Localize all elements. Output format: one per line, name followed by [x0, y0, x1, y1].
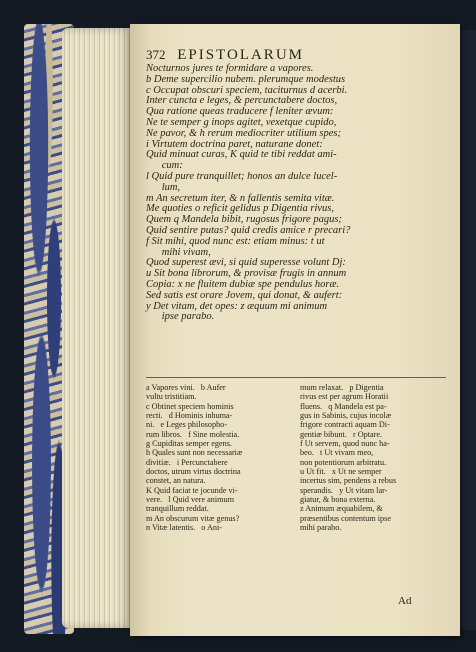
footnote-line: frigore contracti aquam Di-	[300, 420, 390, 430]
book-page	[130, 24, 460, 636]
page-number: 372	[146, 47, 166, 62]
poem-line: m An secretum iter, & n fallentis semita vitæ.	[146, 192, 335, 204]
footnote-line: mum relaxat. p Digentia	[300, 383, 384, 392]
footnotes-left-column	[146, 383, 292, 533]
footnote-line: rivus est per agrum Horatii	[300, 392, 389, 402]
footnote-line: præsentibus contentum ipse	[300, 513, 391, 523]
footnote-line: gentiæ bibunt. r Optare.	[300, 429, 383, 439]
poem-line: b Deme supercilio nubem. plerumque modestus	[146, 73, 346, 85]
footnote-line: f Ut servem, quod nunc ha-	[300, 439, 390, 449]
footnote-line: beo. t Ut vivam meo,	[300, 448, 374, 458]
poem-line: Ne te semper g inops agitet, vexetque cupido,	[146, 116, 337, 128]
poem-line: lum,	[146, 181, 181, 193]
footnote-line: u Ut fit. x Ut ne semper	[300, 467, 382, 477]
poem-line: l Quid pure tranquillet; honos an dulce lucel-	[146, 170, 338, 182]
footnote-line: h Quales sunt non necessariæ	[146, 448, 243, 458]
poem-line: Copia: x ne fluitem dubiæ spe pendulus horæ.	[146, 278, 340, 290]
poem-line: Sed satis est orare Jovem, qui donat, & aufert:	[146, 289, 343, 301]
footnote-line: a Vapores vini. b Aufer	[146, 383, 226, 392]
catchword: Ad	[398, 595, 412, 607]
poem-line: Quid minuat curas, K quid te tibi reddat ami-	[146, 149, 337, 161]
footnote-line: ni. e Leges philosopho-	[146, 420, 227, 430]
poem-line: y Det vitam, det opes: z æquum mi animum	[146, 300, 328, 312]
footnote-line: recti. d Hominis inhuma-	[146, 411, 233, 421]
footnote-line: tranquillum reddat.	[146, 504, 209, 514]
background-strip	[460, 30, 476, 630]
footnote-line: fluens. q Mandela est pa-	[300, 401, 387, 411]
footnote-line: giatur, & bona externa.	[300, 495, 376, 505]
poem-line: Inter cuncta e leges, & percunctabere doctos,	[146, 95, 338, 107]
footnote-line: doctos, utrum virtus doctrina	[146, 467, 241, 477]
footnote-line: g Cupiditas semper egens.	[146, 439, 232, 449]
footnote-line: n Vitæ latentis. o Ani-	[146, 523, 223, 533]
poem-line: Qua ratione queas traducere f leniter ævum:	[146, 106, 334, 118]
footnote-line: vere. l Quid vere animum	[146, 495, 234, 505]
footnote-line: mihi parabo.	[300, 523, 342, 533]
poem-line: c Occupat obscuri speciem, taciturnus d acerbi.	[146, 84, 348, 96]
running-title: EPISTOLARUM	[177, 47, 304, 63]
poem-line: Ne pavor, & h rerum mediocriter utilium spes;	[146, 127, 342, 139]
footnote-line: sperandis. y Ut vitam lar-	[300, 485, 388, 495]
poem-line: u Sit bona librorum, & provisæ frugis in annum	[146, 268, 347, 280]
poem-line: i Virtutem doctrina paret, naturane donet:	[146, 138, 323, 150]
footnote-rule	[146, 377, 446, 378]
footnote-line: gus in Sabinis, cujus incolæ	[300, 411, 392, 421]
poem-line: ipse parabo.	[146, 311, 215, 323]
footnote-line: incertus sim, pendens a rebus	[300, 476, 397, 486]
footnote-line: divitiæ. i Percunctabere	[146, 457, 228, 467]
footnote-line: c Obtinet speciem hominis	[146, 401, 234, 411]
poem-line: Quem q Mandela bibit, rugosus frigore pagus;	[146, 214, 342, 226]
poem-text	[146, 64, 446, 323]
poem-line: cum:	[146, 160, 183, 172]
footnote-line: vultu tristitiam.	[146, 392, 197, 402]
footnotes-right-column	[300, 383, 446, 533]
footnote-line: z Animum æquabilem, &	[300, 504, 383, 514]
poem-line: Quod superest ævi, si quid superesse volunt Dj:	[146, 257, 346, 269]
poem-line: Nocturnos jures te formidare a vapores.	[146, 63, 314, 74]
poem-line: mihi vivam,	[146, 246, 211, 258]
poem-line: f Sit mihi, quod nunc est: etiam minus: t ut	[146, 235, 325, 247]
footnote-line: non potentiorum arbitratu.	[300, 457, 387, 467]
footnote-line: rum libros. f Sine molestia.	[146, 429, 240, 439]
poem-line: Quid sentire putas? quid credis amice r precari?	[146, 224, 351, 236]
footnote-line: constet, an natura.	[146, 476, 206, 486]
footnote-line: K Quid faciat te jocunde vi-	[146, 485, 238, 495]
page-block-edges	[62, 28, 132, 628]
poem-line: Me quoties o reficit gelidus p Digentia rivus,	[146, 203, 335, 215]
footnote-line: m An obscurum vitæ genus?	[146, 513, 240, 523]
